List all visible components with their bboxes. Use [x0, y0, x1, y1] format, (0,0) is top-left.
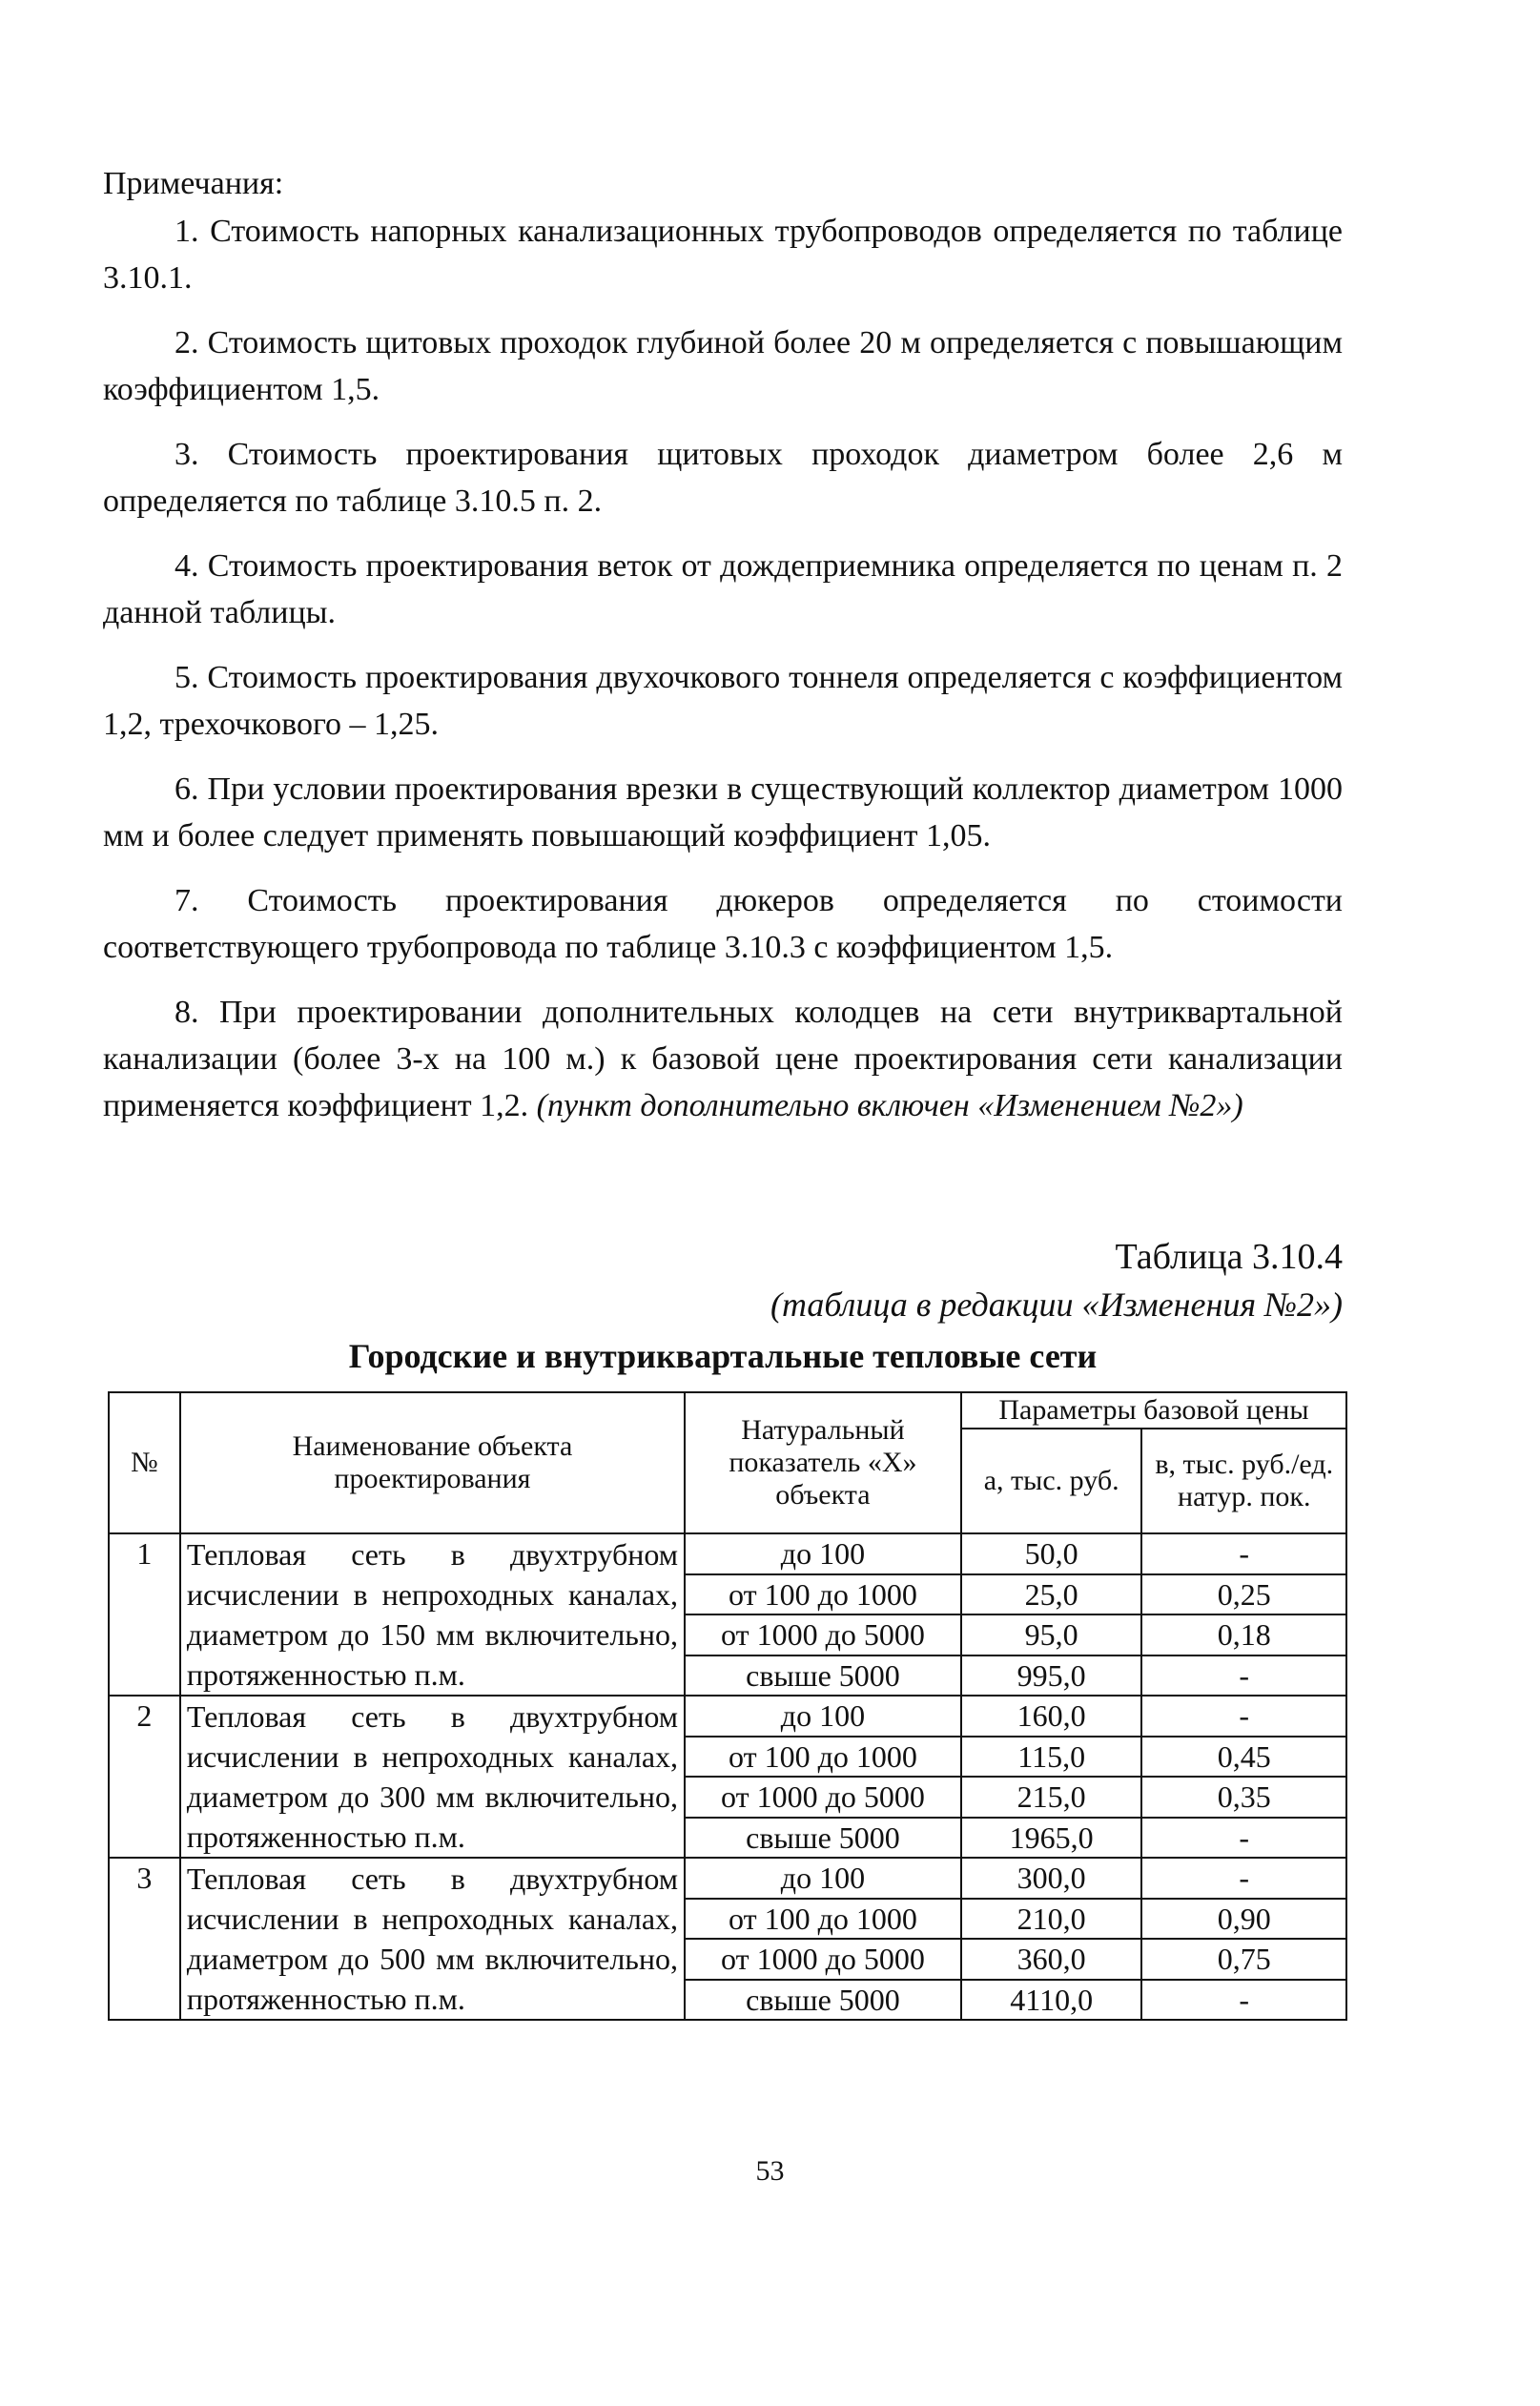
- group-name: Тепловая сеть в двухтрубном исчислении в непроходных каналах, диаметром до 150 мм включительно, протяженностью п.м.: [180, 1533, 685, 1696]
- header-indicator: Натуральный показатель «X» объекта: [685, 1392, 961, 1533]
- cell-x: от 100 до 1000: [685, 1737, 961, 1778]
- page-number: 53: [755, 2155, 785, 2187]
- cell-a: 300,0: [961, 1858, 1142, 1899]
- note-8: [103, 989, 1343, 1129]
- note-2: 2. Стоимость щитовых проходок глубиной более 20 м определяется с повышающим коэффициентом 1,5.: [103, 325, 1343, 407]
- cell-x: свыше 5000: [685, 1818, 961, 1859]
- cell-x: до 100: [685, 1533, 961, 1574]
- cell-x: до 100: [685, 1696, 961, 1737]
- table-edition-note: (таблица в редакции «Изменения №2»): [770, 1285, 1343, 1324]
- cell-a: 50,0: [961, 1533, 1142, 1574]
- table-row: [109, 1858, 1346, 1899]
- cell-x: от 1000 до 5000: [685, 1939, 961, 1980]
- note-3: 3. Стоимость проектирования щитовых проходок диаметром более 2,6 м определяется по таблице 3.10.5 п. 2.: [103, 437, 1343, 519]
- cell-b: 0,35: [1141, 1777, 1346, 1818]
- cell-x: свыше 5000: [685, 1655, 961, 1697]
- group-num: 2: [109, 1696, 180, 1858]
- cell-b: 0,18: [1141, 1614, 1346, 1655]
- cell-a: 4110,0: [961, 1980, 1142, 2021]
- header-params: Параметры базовой цены: [961, 1392, 1346, 1429]
- table-number: Таблица 3.10.4: [1115, 1237, 1343, 1277]
- cell-a: 360,0: [961, 1939, 1142, 1980]
- note-6: 6. При условии проектирования врезки в существующий коллектор диаметром 1000 мм и более следует применять повышающий коэффициент 1,05.: [103, 771, 1343, 853]
- table-row: [109, 1696, 1346, 1737]
- note-4: 4. Стоимость проектирования веток от дождеприемника определяется по ценам п. 2 данной таблицы.: [103, 548, 1343, 630]
- cell-b: -: [1141, 1533, 1346, 1574]
- cell-b: 0,90: [1141, 1899, 1346, 1940]
- cell-b: 0,75: [1141, 1939, 1346, 1980]
- price-table: [108, 1391, 1347, 2021]
- note-1: 1. Стоимость напорных канализационных трубопроводов определяется по таблице 3.10.1.: [103, 214, 1343, 296]
- header-b: в, тыс. руб./ед. натур. пок.: [1141, 1429, 1346, 1533]
- header-num: №: [109, 1392, 180, 1533]
- cell-a: 25,0: [961, 1574, 1142, 1615]
- cell-a: 215,0: [961, 1777, 1142, 1818]
- cell-b: -: [1141, 1818, 1346, 1859]
- cell-a: 160,0: [961, 1696, 1142, 1737]
- cell-b: -: [1141, 1858, 1346, 1899]
- note-8-text: 8. При проектировании дополнительных колодцев на сети внутриквартальной канализации (более 3-х на 100 м.) к базовой цене проектирования сети канализации применяется коэффициент 1,2.: [103, 995, 1343, 1123]
- cell-b: 0,45: [1141, 1737, 1346, 1778]
- cell-x: до 100: [685, 1858, 961, 1899]
- group-num: 1: [109, 1533, 180, 1696]
- cell-b: 0,25: [1141, 1574, 1346, 1615]
- cell-x: от 1000 до 5000: [685, 1777, 961, 1818]
- cell-b: -: [1141, 1655, 1346, 1697]
- group-name: Тепловая сеть в двухтрубном исчислении в непроходных каналах, диаметром до 300 мм включительно, протяженностью п.м.: [180, 1696, 685, 1858]
- cell-b: -: [1141, 1980, 1346, 2021]
- note-8-italic: (пункт дополнительно включен «Изменением №2»): [536, 1088, 1243, 1123]
- cell-x: свыше 5000: [685, 1980, 961, 2021]
- header-name: Наименование объекта проектирования: [180, 1392, 685, 1533]
- group-name: Тепловая сеть в двухтрубном исчислении в непроходных каналах, диаметром до 500 мм включительно, протяженностью п.м.: [180, 1858, 685, 2020]
- notes-heading: Примечания:: [103, 166, 284, 201]
- table-title: Городские и внутриквартальные тепловые сети: [348, 1337, 1098, 1375]
- header-row-1: [109, 1392, 1346, 1429]
- cell-a: 210,0: [961, 1899, 1142, 1940]
- header-a: а, тыс. руб.: [961, 1429, 1142, 1533]
- table-row: [109, 1533, 1346, 1574]
- cell-a: 95,0: [961, 1614, 1142, 1655]
- group-num: 3: [109, 1858, 180, 2020]
- cell-x: от 1000 до 5000: [685, 1614, 961, 1655]
- note-7: 7. Стоимость проектирования дюкеров определяется по стоимости соответствующего трубопровода по таблице 3.10.3 с коэффициентом 1,5.: [103, 883, 1343, 965]
- cell-a: 115,0: [961, 1737, 1142, 1778]
- note-5: 5. Стоимость проектирования двухочкового тоннеля определяется с коэффициентом 1,2, трехочкового – 1,25.: [103, 660, 1343, 742]
- cell-a: 1965,0: [961, 1818, 1142, 1859]
- cell-x: от 100 до 1000: [685, 1574, 961, 1615]
- cell-x: от 100 до 1000: [685, 1899, 961, 1940]
- cell-a: 995,0: [961, 1655, 1142, 1697]
- cell-b: -: [1141, 1696, 1346, 1737]
